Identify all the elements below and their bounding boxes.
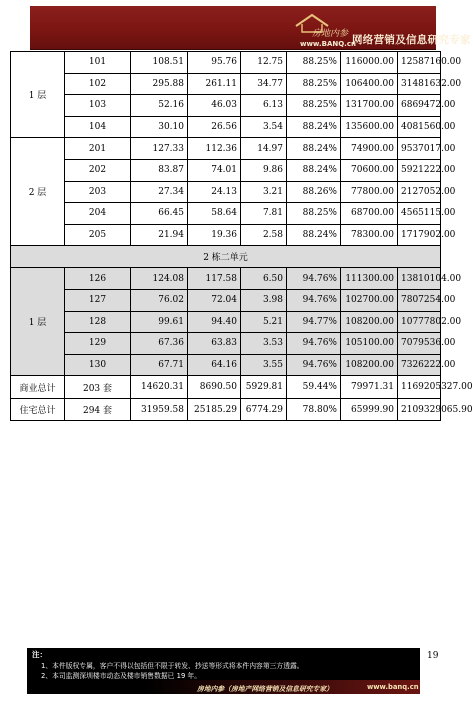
table-cell: 261.11: [188, 73, 241, 95]
unit-number: 103: [65, 95, 131, 117]
table-cell: 94.76%: [287, 268, 341, 290]
table-cell: 88.24%: [287, 159, 341, 181]
table-cell: 9537017.00: [398, 138, 441, 160]
floor-label: 1 层: [11, 52, 65, 138]
table-cell: 5921222.00: [398, 159, 441, 181]
table-cell: 66.45: [131, 203, 188, 225]
logo: [292, 12, 356, 48]
table-cell: 94.40: [188, 311, 241, 333]
table-cell: 63.83: [188, 333, 241, 355]
table-cell: 88.24%: [287, 116, 341, 138]
table-row: [11, 203, 441, 225]
table-cell: 26.56: [188, 116, 241, 138]
table-row: [11, 116, 441, 138]
table-cell: 94.77%: [287, 311, 341, 333]
table-row: [11, 52, 441, 74]
table-cell: 94.76%: [287, 289, 341, 311]
table-cell: 7079536.00: [398, 333, 441, 355]
table-cell: 70600.00: [341, 159, 398, 181]
table-cell: 124.08: [131, 268, 188, 290]
table-row: [11, 311, 441, 333]
floor-label: 1 层: [11, 268, 65, 376]
unit-number: 127: [65, 289, 131, 311]
table-cell: 9.86: [241, 159, 287, 181]
total-label: 住宅总计: [11, 398, 65, 421]
table-cell: 67.71: [131, 354, 188, 376]
table-cell: 58.64: [188, 203, 241, 225]
table-cell: 30.10: [131, 116, 188, 138]
total-cell: 6774.29: [241, 398, 287, 421]
table-cell: 117.58: [188, 268, 241, 290]
table-cell: 34.77: [241, 73, 287, 95]
table-cell: 7807254.00: [398, 289, 441, 311]
unit-number: 205: [65, 224, 131, 246]
table-cell: 3.21: [241, 181, 287, 203]
table-cell: 116000.00: [341, 52, 398, 74]
table-cell: 6.13: [241, 95, 287, 117]
table-cell: 64.16: [188, 354, 241, 376]
logo-text: 房地内参: [312, 29, 349, 39]
table-cell: 68700.00: [341, 203, 398, 225]
total-cell: 25185.29: [188, 398, 241, 421]
table-cell: 21.94: [131, 224, 188, 246]
table-cell: 3.54: [241, 116, 287, 138]
total-cell: 59.44%: [287, 376, 341, 399]
sales-table: [10, 51, 473, 421]
table-cell: 13810104.00: [398, 268, 441, 290]
table-row: [11, 95, 441, 117]
unit-number: 202: [65, 159, 131, 181]
table-cell: 127.33: [131, 138, 188, 160]
table-cell: 88.24%: [287, 138, 341, 160]
table-cell: 7326222.00: [398, 354, 441, 376]
total-row: [11, 376, 441, 399]
table-cell: 108200.00: [341, 354, 398, 376]
table-row: [11, 354, 441, 376]
footer-notes: [27, 648, 420, 694]
table-row: [11, 159, 441, 181]
unit-number: 126: [65, 268, 131, 290]
banner-title: 网络营销及信息研究专家: [352, 34, 471, 46]
table-cell: 83.87: [131, 159, 188, 181]
table-cell: 99.61: [131, 311, 188, 333]
table-cell: 74.01: [188, 159, 241, 181]
unit-number: 203: [65, 181, 131, 203]
section-header-row: [11, 246, 441, 268]
total-cell: 294 套: [65, 398, 131, 421]
table-row: [11, 333, 441, 355]
table-row: [11, 268, 441, 290]
unit-number: 101: [65, 52, 131, 74]
table-cell: 106400.00: [341, 73, 398, 95]
table-cell: 14.97: [241, 138, 287, 160]
table-cell: 111300.00: [341, 268, 398, 290]
table-cell: 10777802.00: [398, 311, 441, 333]
table-cell: 31481632.00: [398, 73, 441, 95]
total-cell: 79971.31: [341, 376, 398, 399]
table-row: [11, 73, 441, 95]
table-cell: 24.13: [188, 181, 241, 203]
header-banner: [30, 6, 471, 50]
section-title: 2 栋二单元: [11, 246, 441, 268]
table-cell: 2127052.00: [398, 181, 441, 203]
total-cell: 65999.90: [341, 398, 398, 421]
footer-url: www.banq.cn: [367, 683, 419, 691]
table-cell: 6869472.00: [398, 95, 441, 117]
unit-number: 104: [65, 116, 131, 138]
page-number: 19: [427, 651, 439, 661]
table-cell: 3.55: [241, 354, 287, 376]
table-cell: 72.04: [188, 289, 241, 311]
table-cell: 94.76%: [287, 354, 341, 376]
unit-number: 201: [65, 138, 131, 160]
table-cell: 3.53: [241, 333, 287, 355]
unit-number: 204: [65, 203, 131, 225]
table-cell: 5.21: [241, 311, 287, 333]
table-cell: 67.36: [131, 333, 188, 355]
total-cell: 203 套: [65, 376, 131, 399]
total-cell: 31959.58: [131, 398, 188, 421]
note-title: 注：: [32, 650, 47, 659]
unit-number: 102: [65, 73, 131, 95]
table-cell: 19.36: [188, 224, 241, 246]
table-cell: 112.36: [188, 138, 241, 160]
table-cell: 131700.00: [341, 95, 398, 117]
table-cell: 76.02: [131, 289, 188, 311]
table-cell: 102700.00: [341, 289, 398, 311]
table-cell: 2.58: [241, 224, 287, 246]
total-row: [11, 398, 441, 421]
logo-url: www.BANQ.cn: [300, 40, 356, 48]
note-line-1: 1、本件版权专属，客户不得以包括但不限于转发、抄送等形式将本件内容第三方透露。: [41, 662, 304, 670]
table-cell: 108.51: [131, 52, 188, 74]
table-cell: 6.50: [241, 268, 287, 290]
table-cell: 74900.00: [341, 138, 398, 160]
table-cell: 78300.00: [341, 224, 398, 246]
table-cell: 105100.00: [341, 333, 398, 355]
total-cell: 2109329065.90: [398, 398, 441, 421]
table-cell: 3.98: [241, 289, 287, 311]
table-cell: 77800.00: [341, 181, 398, 203]
table-cell: 88.25%: [287, 52, 341, 74]
table-cell: 12587160.00: [398, 52, 441, 74]
table-cell: 88.25%: [287, 73, 341, 95]
footer-brand: 房地内参（房地产网络营销及信息研究专家）: [197, 685, 333, 693]
total-cell: 14620.31: [131, 376, 188, 399]
table-row: [11, 224, 441, 246]
unit-number: 130: [65, 354, 131, 376]
table-cell: 95.76: [188, 52, 241, 74]
table-row: [11, 289, 441, 311]
total-cell: 1169205327.00: [398, 376, 441, 399]
unit-number: 129: [65, 333, 131, 355]
note-line-2: 2、本司监测深圳楼市动态及楼市销售数据已 19 年。: [41, 672, 202, 680]
table-cell: 94.76%: [287, 333, 341, 355]
total-cell: 8690.50: [188, 376, 241, 399]
table-row: [11, 138, 441, 160]
table-body: [11, 52, 473, 421]
table-cell: 88.25%: [287, 203, 341, 225]
table-cell: 88.24%: [287, 224, 341, 246]
table-row: [11, 181, 441, 203]
table-cell: 135600.00: [341, 116, 398, 138]
table-cell: 12.75: [241, 52, 287, 74]
table-cell: 4081560.00: [398, 116, 441, 138]
table-cell: 52.16: [131, 95, 188, 117]
total-label: 商业总计: [11, 376, 65, 399]
table-cell: 295.88: [131, 73, 188, 95]
floor-label: 2 层: [11, 138, 65, 246]
total-cell: 78.80%: [287, 398, 341, 421]
table-cell: 7.81: [241, 203, 287, 225]
table-cell: 46.03: [188, 95, 241, 117]
table-cell: 1717902.00: [398, 224, 441, 246]
total-cell: 5929.81: [241, 376, 287, 399]
table-cell: 27.34: [131, 181, 188, 203]
table-cell: 108200.00: [341, 311, 398, 333]
table-cell: 4565115.00: [398, 203, 441, 225]
unit-number: 128: [65, 311, 131, 333]
table-cell: 88.25%: [287, 95, 341, 117]
table-cell: 88.26%: [287, 181, 341, 203]
